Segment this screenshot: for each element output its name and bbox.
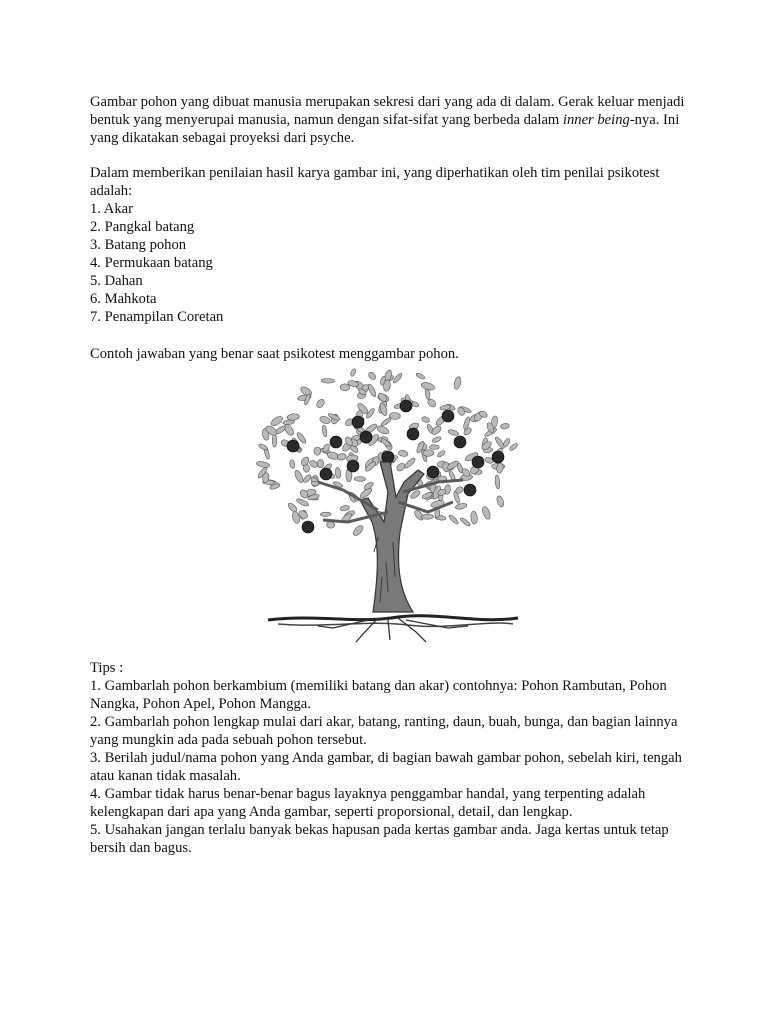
leaf xyxy=(439,404,451,411)
leaf xyxy=(453,376,462,390)
fruit xyxy=(352,416,364,428)
leaf xyxy=(287,502,299,514)
leaf xyxy=(481,506,492,521)
leaf xyxy=(496,495,506,508)
assessment-item: 4. Permukaan batang xyxy=(90,255,213,271)
tree-roots xyxy=(318,618,468,642)
leaf xyxy=(335,467,341,478)
leaf xyxy=(320,512,331,517)
leaf xyxy=(431,436,442,444)
leaf xyxy=(340,505,350,512)
leaf xyxy=(423,449,434,456)
fruit xyxy=(287,440,299,452)
leaf xyxy=(470,511,477,524)
tips-section xyxy=(90,659,690,857)
fruit xyxy=(382,451,394,463)
assessment-item: 6. Mahkota xyxy=(90,291,157,307)
intro-emphasis: inner being xyxy=(562,112,630,128)
fruit xyxy=(454,436,466,448)
ground-line xyxy=(268,616,518,627)
leaf xyxy=(380,417,392,428)
fruit xyxy=(407,428,419,440)
leaf xyxy=(352,524,365,537)
fruit xyxy=(464,484,476,496)
leaf xyxy=(350,368,357,377)
fruit xyxy=(427,466,439,478)
leaf xyxy=(421,416,431,424)
assessment-item: 1. Akar xyxy=(90,201,133,217)
fruit xyxy=(492,451,504,463)
leaf xyxy=(289,459,295,468)
assessment-item: 5. Dahan xyxy=(90,273,143,289)
leaf xyxy=(437,450,446,459)
leaf xyxy=(337,453,347,461)
leaf xyxy=(317,460,324,468)
leaf xyxy=(398,450,409,458)
fruit xyxy=(320,468,332,480)
leaf xyxy=(272,434,277,447)
leaf xyxy=(315,398,326,409)
intro-text-part1: Gambar pohon yang dibuat manusia merupakan sekresi dari yang ada di dalam. Gerak keluar menjadi bentuk yang menyerupai manusia, namun dengan sifat-sifat yang berbeda dalam xyxy=(90,94,685,128)
tip-item: 4. Gambar tidak harus benar-benar bagus layaknya penggambar handal, yang terpenting adalah kelengkapan dari apa yang Anda gambar, seperti proporsional, detail, dan lengkap. xyxy=(90,786,646,820)
assessment-section xyxy=(90,164,690,326)
intro-text-part2: -nya. Ini yang dikatakan sebagai proyeksi dari psyche. xyxy=(90,112,680,146)
assessment-item: 7. Penampilan Coretan xyxy=(90,309,224,325)
leaf xyxy=(509,442,519,451)
leaf xyxy=(420,381,435,391)
leaf xyxy=(340,384,350,391)
leaf xyxy=(500,423,509,430)
leaf xyxy=(314,447,321,456)
fruit xyxy=(330,436,342,448)
assessment-item: 2. Pangkal batang xyxy=(90,219,195,235)
leaf xyxy=(258,443,269,451)
fruit xyxy=(472,456,484,468)
tips-heading: Tips : xyxy=(90,660,124,676)
leaf xyxy=(447,429,459,437)
leaf xyxy=(455,502,468,510)
leaf xyxy=(354,476,365,481)
fruit xyxy=(347,460,359,472)
leaf xyxy=(502,437,511,447)
leaf xyxy=(296,497,310,507)
leaf xyxy=(367,383,378,397)
tip-item: 1. Gambarlah pohon berkambium (memiliki batang dan akar) contohnya: Pohon Rambutan, Pohon Nangka, Pohon Apel, Pohon Mangga. xyxy=(90,678,667,712)
leaf xyxy=(293,469,304,484)
leaf xyxy=(415,372,425,380)
assessment-item: 3. Batang pohon xyxy=(90,237,187,253)
leaf xyxy=(269,415,284,428)
leaf xyxy=(421,514,434,519)
example-caption: Contoh jawaban yang benar saat psikotest menggambar pohon. xyxy=(90,346,459,362)
leaf xyxy=(287,413,300,421)
fruit xyxy=(442,410,454,422)
fruit xyxy=(400,400,412,412)
leaf xyxy=(322,425,328,437)
leaf xyxy=(256,461,270,469)
tip-item: 3. Berilah judul/nama pohon yang Anda gambar, di bagian bawah gambar pohon, sebelah kiri, tengah atau kanan tidak masalah. xyxy=(90,750,682,784)
leaf xyxy=(403,457,416,470)
intro-paragraph xyxy=(90,93,690,147)
leaf xyxy=(430,425,442,437)
leaf xyxy=(448,514,460,525)
tree-illustration xyxy=(238,362,538,662)
leaf xyxy=(321,378,334,383)
leaf xyxy=(494,475,500,489)
leaf xyxy=(395,462,406,473)
fruit xyxy=(302,521,314,533)
assessment-lead: Dalam memberikan penilaian hasil karya gambar ini, yang diperhatikan oleh tim penilai psikotest adalah: xyxy=(90,165,660,199)
leaf xyxy=(459,517,471,527)
leaf xyxy=(367,371,377,381)
tip-item: 2. Gambarlah pohon lengkap mulai dari akar, batang, ranting, daun, buah, bunga, dan bagian lainnya yang mungkin ada pada sebuah pohon tersebut. xyxy=(90,714,678,748)
tip-item: 5. Usahakan jangan terlalu banyak bekas hapusan pada kertas gambar anda. Jaga kertas untuk tetap bersih dan bagus. xyxy=(90,822,669,856)
leaf xyxy=(429,445,439,450)
fruit xyxy=(360,431,372,443)
